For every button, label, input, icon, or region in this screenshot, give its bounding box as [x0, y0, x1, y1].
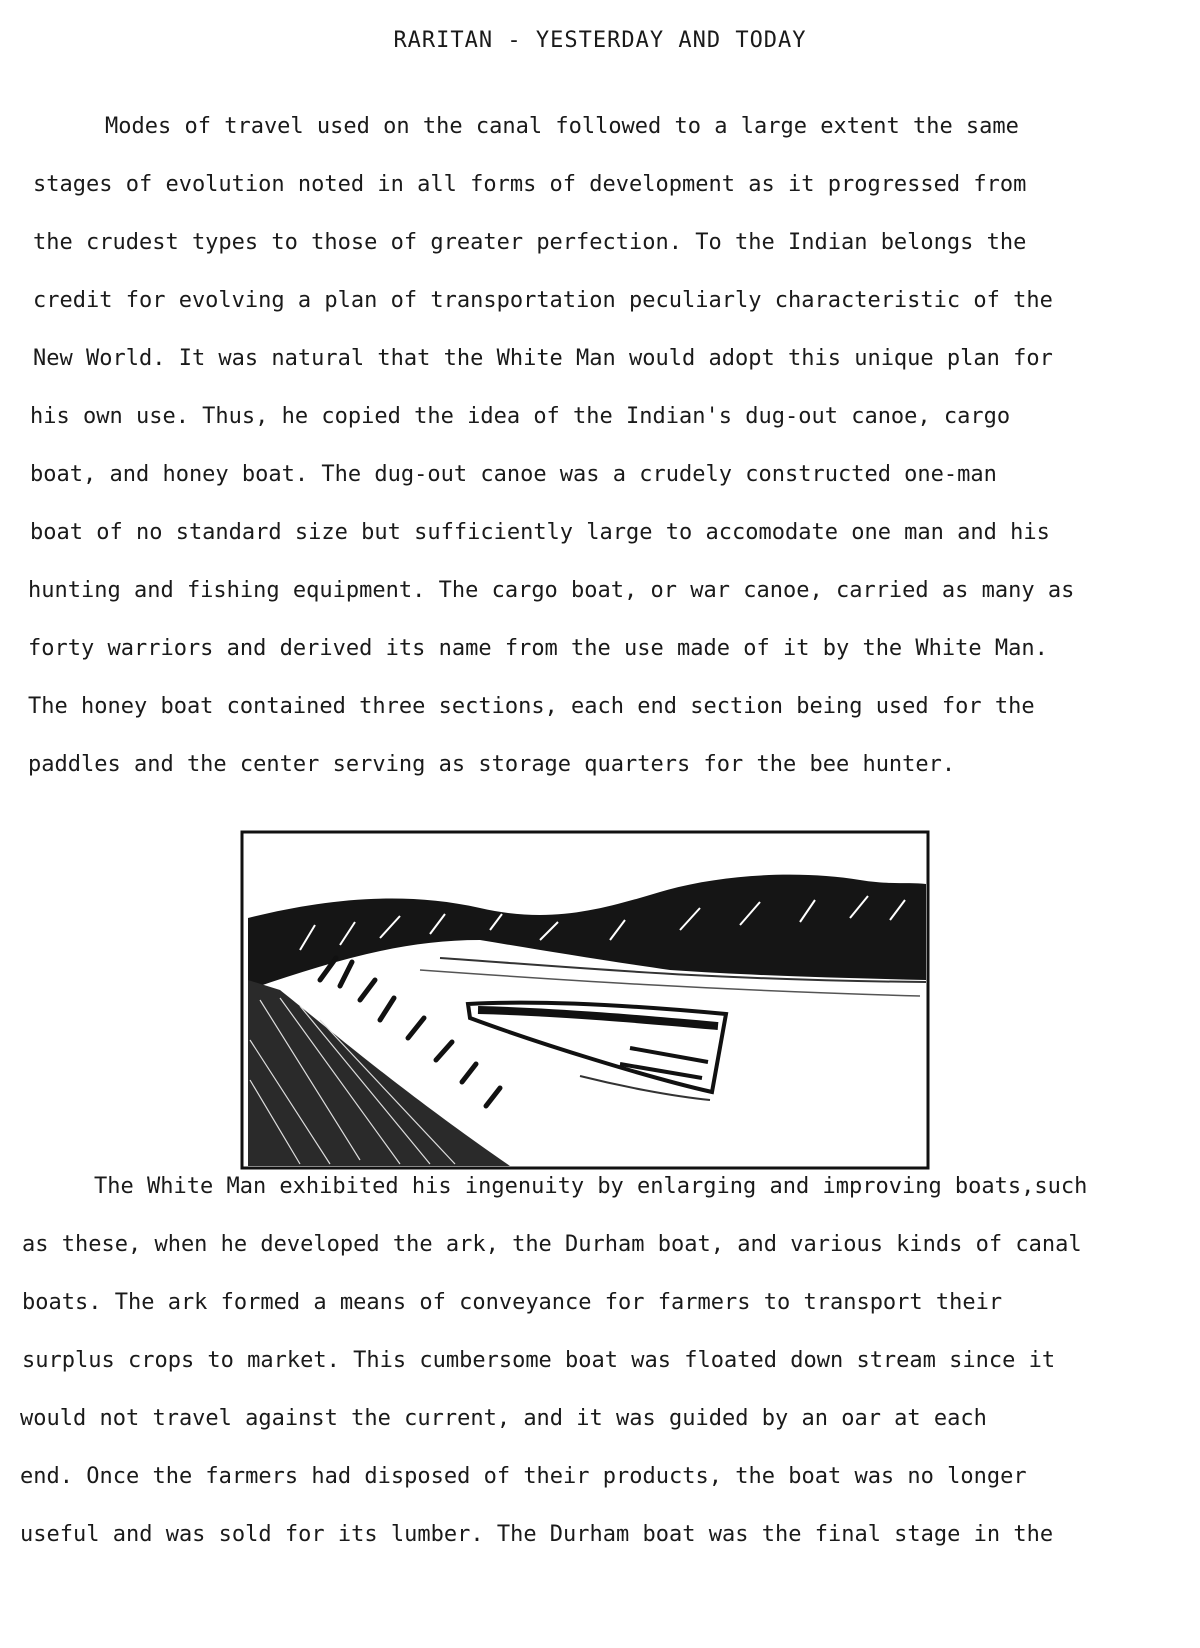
paragraph-2-line: useful and was sold for its lumber. The Durham boat was the final stage in the: [20, 1522, 1054, 1547]
paragraph-1-line: the crudest types to those of greater perfection. To the Indian belongs the: [33, 230, 1027, 255]
paragraph-2-line: The White Man exhibited his ingenuity by enlarging and improving boats,such: [94, 1174, 1088, 1199]
page-title: RARITAN - YESTERDAY AND TODAY: [393, 28, 807, 53]
paragraph-1-line: credit for evolving a plan of transportation peculiarly characteristic of the: [33, 288, 1053, 313]
paragraph-1-line: paddles and the center serving as storage quarters for the bee hunter.: [28, 752, 956, 777]
paragraph-1-line: hunting and fishing equipment. The cargo boat, or war canoe, carried as many as: [28, 578, 1075, 603]
paragraph-1-line: The honey boat contained three sections, each end section being used for the: [28, 694, 1035, 719]
paragraph-2-line: surplus crops to market. This cumbersome boat was floated down stream since it: [22, 1348, 1056, 1373]
paragraph-2-line: end. Once the farmers had disposed of their products, the boat was no longer: [20, 1464, 1027, 1489]
paragraph-2-line: would not travel against the current, and it was guided by an oar at each: [20, 1406, 987, 1431]
paragraph-1-line: Modes of travel used on the canal followed to a large extent the same: [105, 114, 1019, 139]
paragraph-1-line: forty warriors and derived its name from the use made of it by the White Man.: [28, 636, 1048, 661]
boat-illustration: [240, 830, 932, 1170]
paragraph-2-line: boats. The ark formed a means of conveyance for farmers to transport their: [22, 1290, 1003, 1315]
paragraph-1-line: his own use. Thus, he copied the idea of the Indian's dug-out canoe, cargo: [30, 404, 1011, 429]
paragraph-1-line: stages of evolution noted in all forms of development as it progressed from: [33, 172, 1027, 197]
paragraph-1-line: New World. It was natural that the White Man would adopt this unique plan for: [33, 346, 1053, 371]
paragraph-1-line: boat of no standard size but sufficiently large to accomodate one man and his: [30, 520, 1050, 545]
paragraph-2-line: as these, when he developed the ark, the Durham boat, and various kinds of canal: [22, 1232, 1082, 1257]
paragraph-1-line: boat, and honey boat. The dug-out canoe was a crudely constructed one-man: [30, 462, 997, 487]
